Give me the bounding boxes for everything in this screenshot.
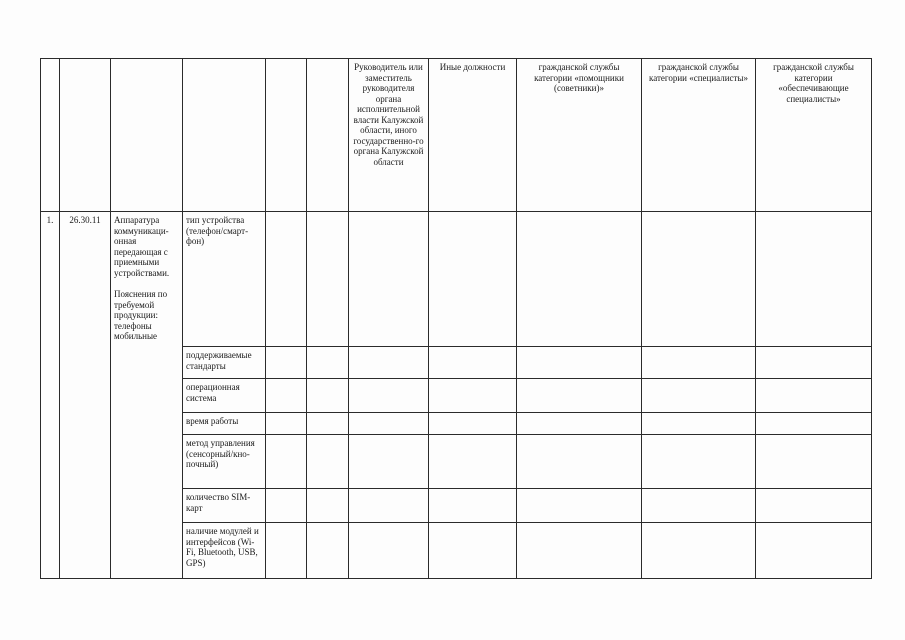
empty-cell (517, 212, 642, 347)
empty-cell (307, 489, 349, 523)
characteristic-label: поддерживаемые стандарты (183, 347, 266, 379)
empty-cell (266, 523, 307, 579)
characteristic-label: тип устройства (телефон/смарт-фон) (183, 212, 266, 347)
empty-cell (429, 489, 517, 523)
empty-cell (307, 413, 349, 435)
empty-cell (266, 379, 307, 413)
header-cell-code (60, 59, 111, 212)
empty-cell (266, 212, 307, 347)
empty-cell (266, 413, 307, 435)
empty-cell (429, 413, 517, 435)
table-row (41, 212, 872, 347)
empty-cell (642, 347, 756, 379)
empty-cell (349, 489, 429, 523)
empty-cell (307, 379, 349, 413)
empty-cell (307, 435, 349, 489)
empty-cell (642, 413, 756, 435)
characteristic-label: количество SIM-карт (183, 489, 266, 523)
empty-cell (756, 379, 872, 413)
empty-cell (349, 523, 429, 579)
header-cell-head-of-body: Руководитель или заместитель руководителя органа исполнительной власти Калужской области, иного государственно-го органа Калужской области (349, 59, 429, 212)
item-number: 1. (41, 212, 60, 579)
empty-cell (517, 413, 642, 435)
header-row (41, 59, 872, 212)
empty-cell (642, 523, 756, 579)
header-cell-unit-code (266, 59, 307, 212)
header-cell-unit-name (307, 59, 349, 212)
header-cell-number (41, 59, 60, 212)
empty-cell (349, 347, 429, 379)
empty-cell (266, 347, 307, 379)
empty-cell (349, 413, 429, 435)
item-note: Пояснения по требуемой продукции: телефоны мобильные (114, 289, 168, 341)
header-cell-assistants: гражданской службы категории «помощники (советники)» (517, 59, 642, 212)
empty-cell (307, 347, 349, 379)
empty-cell (517, 347, 642, 379)
header-cell-specialists: гражданской службы категории «специалисты» (642, 59, 756, 212)
empty-cell (756, 435, 872, 489)
item-name-cell (111, 212, 183, 579)
empty-cell (307, 212, 349, 347)
characteristic-label: наличие модулей и интерфейсов (Wi-Fi, Bluetooth, USB, GPS) (183, 523, 266, 579)
empty-cell (429, 435, 517, 489)
characteristic-label: метод управления (сенсорный/кно-почный) (183, 435, 266, 489)
empty-cell (756, 523, 872, 579)
empty-cell (266, 435, 307, 489)
empty-cell (642, 212, 756, 347)
empty-cell (429, 379, 517, 413)
item-name: Аппаратура коммуникаци-онная передающая с приемными устройствами. (114, 215, 170, 278)
note-spacer (114, 278, 179, 289)
empty-cell (349, 212, 429, 347)
empty-cell (349, 435, 429, 489)
empty-cell (756, 489, 872, 523)
empty-cell (429, 523, 517, 579)
empty-cell (517, 523, 642, 579)
empty-cell (642, 435, 756, 489)
empty-cell (349, 379, 429, 413)
item-code: 26.30.11 (60, 212, 111, 579)
empty-cell (642, 379, 756, 413)
empty-cell (429, 212, 517, 347)
empty-cell (266, 489, 307, 523)
characteristic-label: операционная система (183, 379, 266, 413)
header-cell-other-positions: Иные должности (429, 59, 517, 212)
empty-cell (756, 347, 872, 379)
empty-cell (642, 489, 756, 523)
empty-cell (307, 523, 349, 579)
header-cell-support-specialists: гражданской службы категории «обеспечивающие специалисты» (756, 59, 872, 212)
empty-cell (756, 413, 872, 435)
header-cell-characteristic (183, 59, 266, 212)
empty-cell (756, 212, 872, 347)
empty-cell (517, 435, 642, 489)
empty-cell (429, 347, 517, 379)
header-cell-name (111, 59, 183, 212)
characteristic-label: время работы (183, 413, 266, 435)
empty-cell (517, 379, 642, 413)
empty-cell (517, 489, 642, 523)
requirements-table (40, 58, 872, 579)
